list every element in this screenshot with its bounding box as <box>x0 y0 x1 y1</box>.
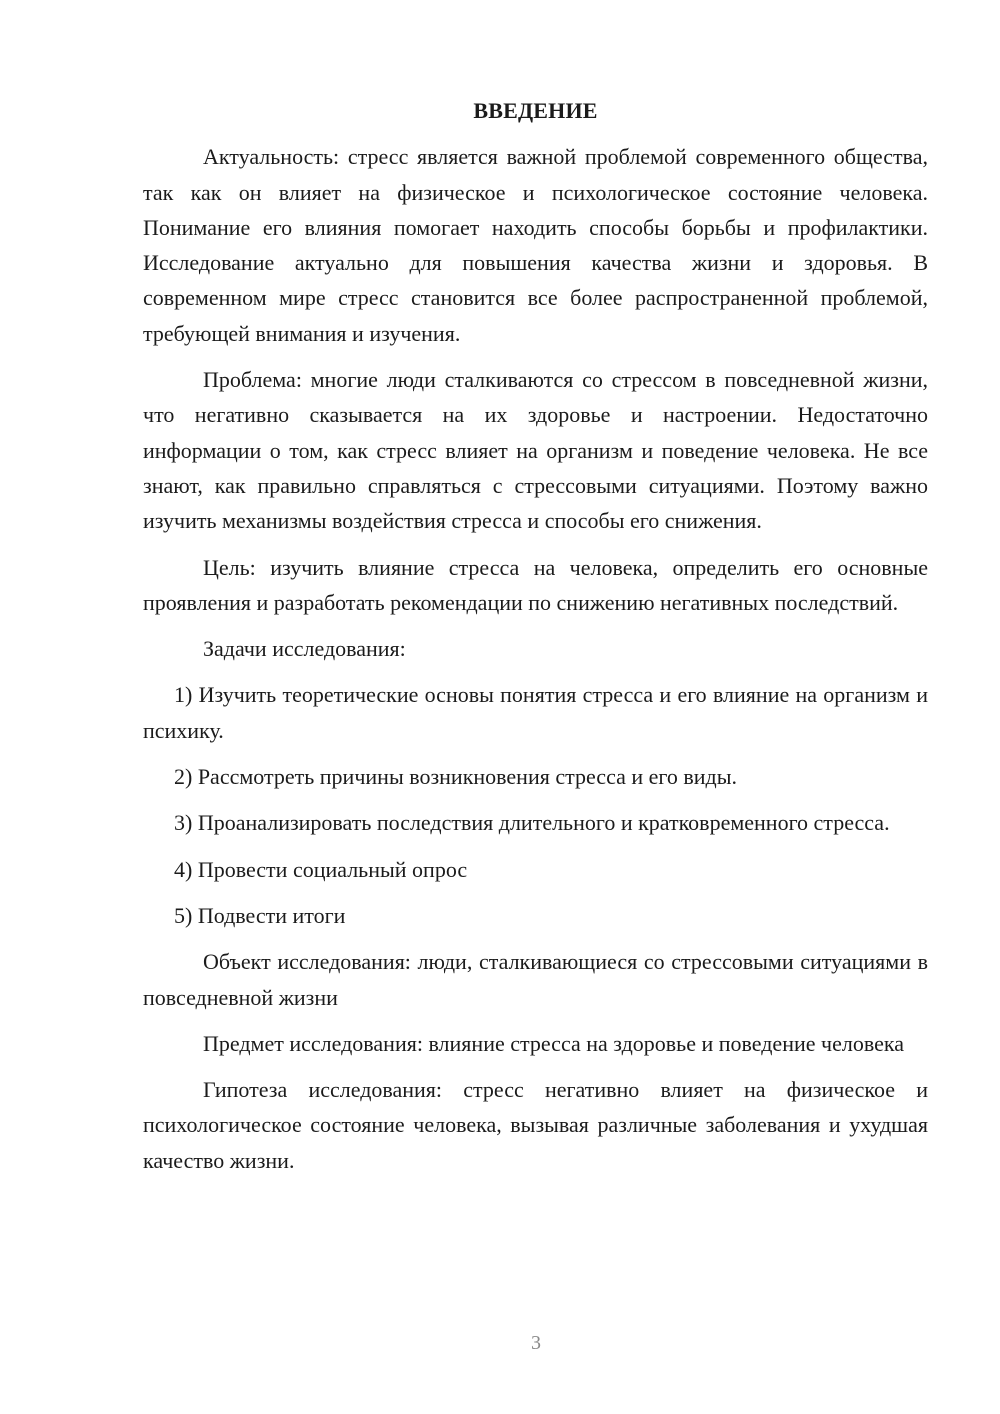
hypothesis-paragraph: Гипотеза исследования: стресс негативно влияет на физическое и психологическое состояние человека, вызывая различные заболевания и ухудшая качество жизни. <box>143 1077 928 1173</box>
problem-paragraph: Проблема: многие люди сталкиваются со стрессом в повседневной жизни, что негативно сказывается на их здоровье и настроении. Недостаточно информации о том, как стресс влияет на организм и поведение человека. Не все знают, как правильно справляться с стрессовыми ситуациями. Поэтому важно изучить механизмы воздействия стресса и способы его снижения. <box>143 367 928 534</box>
section-title: ВВЕДЕНИЕ <box>473 98 598 123</box>
tasks-heading: Задачи исследования: <box>203 636 406 662</box>
task-item: 2) Рассмотреть причины возникновения стресса и его виды. <box>174 764 738 790</box>
relevance-paragraph: Актуальность: стресс является важной проблемой современного общества, так как он влияет на физическое и психологическое состояние человека. Понимание его влияния помогает находить способы борьбы и профилактики. Исследование актуально для повышения качества жизни и здоровья. В современном мире стресс становится все более распространенной проблемой, требующей внимания и изучения. <box>143 144 928 346</box>
subject-paragraph: Предмет исследования: влияние стресса на здоровье и поведение человека <box>203 1030 904 1056</box>
task-item: 5) Подвести итоги <box>174 902 346 928</box>
object-paragraph: Объект исследования: люди, сталкивающиеся со стрессовыми ситуациями в повседневной жизни <box>143 949 928 1010</box>
goal-paragraph: Цель: изучить влияние стресса на человека, определить его основные проявления и разработать рекомендации по снижению негативных последствий. <box>143 554 928 615</box>
page-number: 3 <box>531 1332 541 1354</box>
task-item: 4) Провести социальный опрос <box>174 856 468 882</box>
task-item: 3) Проанализировать последствия длительного и кратковременного стресса. <box>174 810 890 836</box>
page-content <box>143 93 928 1189</box>
task-item: 1) Изучить теоретические основы понятия стресса и его влияние на организм и психику. <box>143 682 928 743</box>
